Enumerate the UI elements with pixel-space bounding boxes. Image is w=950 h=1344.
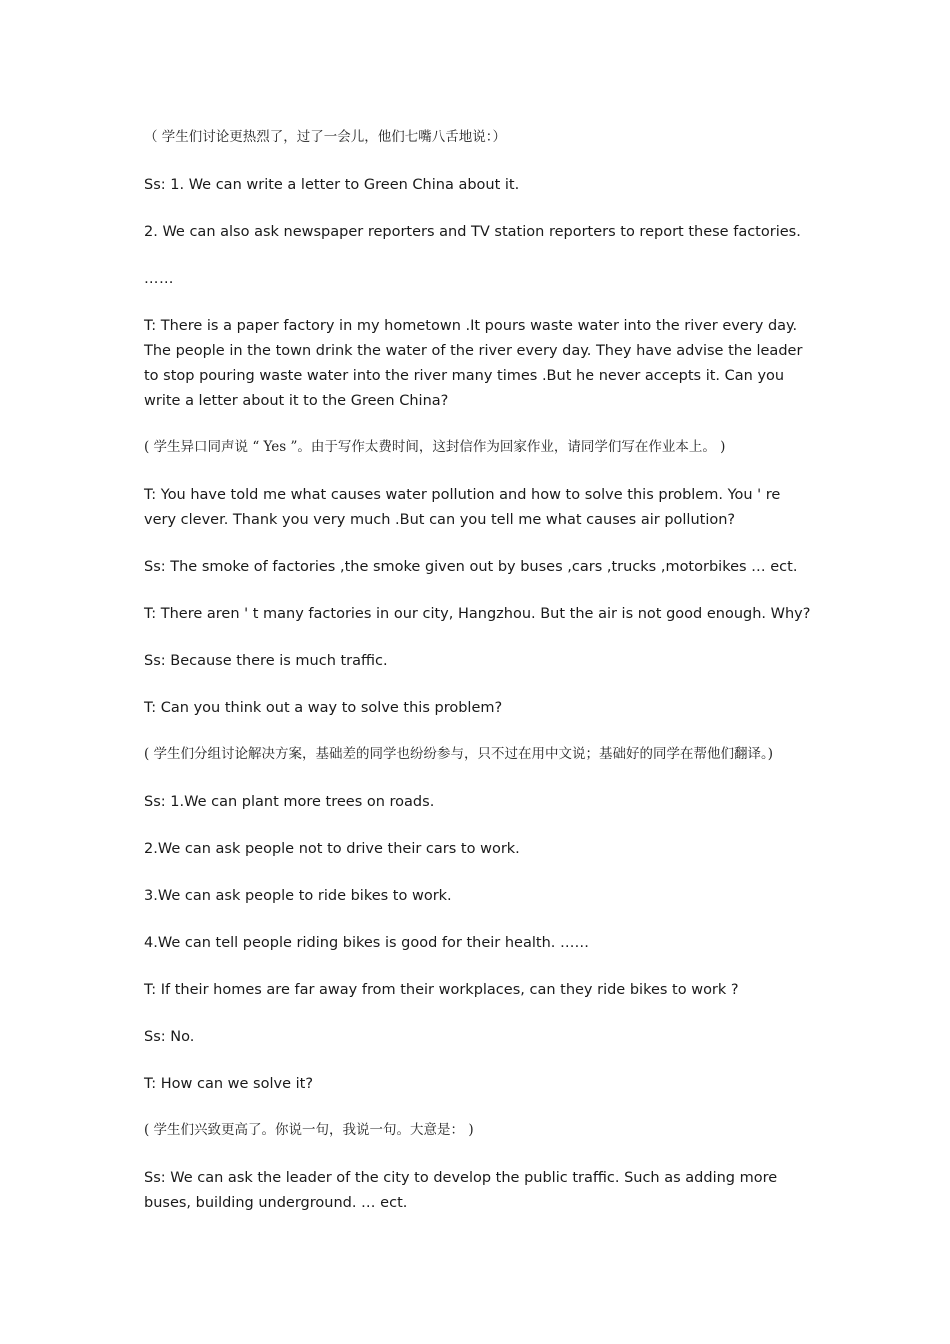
stage-direction: ( 学生们分组讨论解决方案，基础差的同学也纷纷参与，只不过在用中文说；基础好的同学在帮他们翻译。) — [144, 746, 774, 762]
teacher-line: T: There is a paper factory in my hometown .It pours waste water into the river every day. The people in the town drink the water of the river every day. They have advise the leader to stop pouring waste water into the river many times .But he never accepts it. Can you write a letter about it to the Green China? — [144, 318, 808, 409]
student-line: Ss: 1. We can write a letter to Green China about it. — [144, 177, 520, 193]
teacher-line: T: If their homes are far away from their workplaces, can they ride bikes to work ? — [144, 982, 739, 998]
student-line: Ss: The smoke of factories ,the smoke given out by buses ,cars ,trucks ,motorbikes … ect. — [144, 559, 798, 575]
student-line: Ss: We can ask the leader of the city to develop the public traffic. Such as adding more buses, building underground. … ect. — [144, 1170, 782, 1211]
student-line: 4.We can tell people riding bikes is good for their health. …… — [144, 935, 589, 951]
teacher-line: T: You have told me what causes water pollution and how to solve this problem. You ' re very clever. Thank you very much .But can you tell me what causes air pollution? — [144, 487, 785, 528]
student-line: 3.We can ask people to ride bikes to work. — [144, 888, 452, 904]
teacher-line: T: Can you think out a way to solve this problem? — [144, 700, 503, 716]
ellipsis-line: …… — [144, 271, 174, 287]
stage-direction: ( 学生异口同声说 “ Yes ”。由于写作太费时间，这封信作为回家作业，请同学们写在作业本上。 ) — [144, 439, 726, 455]
student-line: Ss: 1.We can plant more trees on roads. — [144, 794, 435, 810]
student-line: Ss: No. — [144, 1029, 195, 1045]
student-line: Ss: Because there is much traffic. — [144, 653, 388, 669]
teacher-line: T: How can we solve it? — [144, 1076, 314, 1092]
stage-direction: ( 学生们兴致更高了。你说一句，我说一句。大意是： ) — [144, 1122, 474, 1138]
student-line: 2.We can ask people not to drive their cars to work. — [144, 841, 520, 857]
document-body — [144, 126, 812, 1238]
teacher-line: T: There aren ' t many factories in our city, Hangzhou. But the air is not good enough. Why? — [144, 606, 811, 622]
stage-direction: （ 学生们讨论更热烈了，过了一会儿，他们七嘴八舌地说：） — [144, 129, 507, 145]
student-line: 2. We can also ask newspaper reporters and TV station reporters to report these factories. — [144, 224, 801, 240]
